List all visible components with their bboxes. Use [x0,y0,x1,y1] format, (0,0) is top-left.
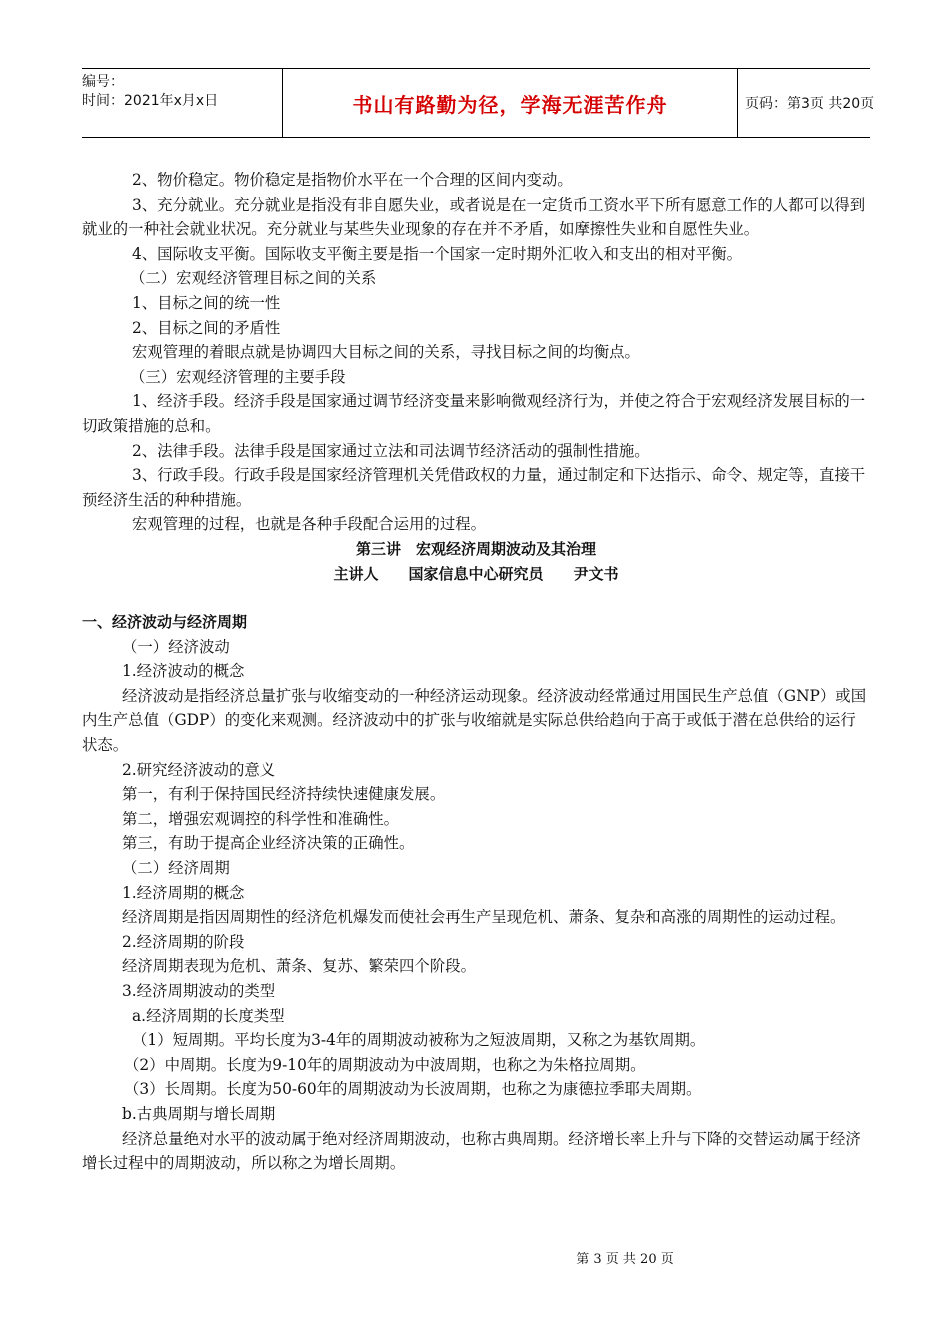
body-paragraph: 2、物价稳定。物价稳定是指物价水平在一个合理的区间内变动。 [132,171,573,189]
body-paragraph: 第三，有助于提高企业经济决策的正确性。 [122,834,415,853]
document-date-label: 时间：2021年x月x日 [82,93,219,109]
body-paragraph: （3）长周期。长度为50-60年的周期波动为长波周期，也称之为康德拉季耶夫周期。 [124,1080,702,1099]
section-heading: 一、经济波动与经济周期 [82,613,248,632]
body-paragraph: 3.经济周期波动的类型 [122,982,276,1000]
body-paragraph: 宏观管理的过程，也就是各种手段配合运用的过程。 [132,515,486,534]
document-number-label: 编号： [82,74,124,90]
header-page-cell [737,69,878,137]
section-title: 第三讲 宏观经济周期波动及其治理 [355,539,596,558]
body-paragraph: （2）中周期。长度为9-10年的周期波动为中波周期，也称之为朱格拉周期。 [124,1055,646,1074]
body-paragraph: 4、国际收支平衡。国际收支平衡主要是指一个国家一定时期外汇收入和支出的相对平衡。 [132,244,743,263]
body-paragraph: a.经济周期的长度类型 [132,1006,285,1025]
body-paragraph: 2、目标之间的矛盾性 [132,318,281,337]
page-footer: 第 3 页 共 20 页 [576,1252,674,1267]
body-paragraph: 经济总量绝对水平的波动属于绝对经济周期波动，也称古典周期。经济增长率上升与下降的交替运动属于经济增长过程中的周期波动，所以称之为增长周期。 [82,1129,861,1173]
body-paragraph: 第二，增强宏观调控的科学性和准确性。 [122,809,400,828]
body-paragraph: 2.经济周期的阶段 [122,932,245,951]
section-title: 主讲人 国家信息中心研究员 尹文书 [333,564,619,583]
body-paragraph: 1.经济波动的概念 [122,662,245,681]
header-left-cell [82,69,282,141]
body-paragraph: （三）宏观经济管理的主要手段 [130,367,346,386]
body-paragraph: 3、行政手段。行政手段是国家经济管理机关凭借政权的力量，通过制定和下达指示、命令、规定等，直接干预经济生活的种种措施。 [82,466,866,509]
body-paragraph: （1）短周期。平均长度为3-4年的周期波动被称为之短波周期，又称之为基钦周期。 [132,1031,706,1050]
header-page-number: 页码：第3页 共20页 [745,96,875,112]
body-paragraph: 2、法律手段。法律手段是国家通过立法和司法调节经济活动的强制性措施。 [132,441,650,460]
body-paragraph: （二）经济周期 [122,859,230,878]
body-paragraph: b.古典周期与增长周期 [122,1104,276,1123]
body-paragraph: （二）宏观经济管理目标之间的关系 [130,269,377,288]
body-paragraph: 经济周期表现为危机、萧条、复苏、繁荣四个阶段。 [122,957,476,976]
header-motto: 书山有路勤为径，学海无涯苦作舟 [352,92,668,117]
body-paragraph: 1.经济周期的概念 [122,883,245,902]
body-paragraph: 经济周期是指因周期性的经济危机爆发而使社会再生产呈现危机、萧条、复杂和高涨的周期性的运动过程。 [122,908,846,927]
body-paragraph: 宏观管理的着眼点就是协调四大目标之间的关系，寻找目标之间的均衡点。 [132,343,640,362]
body-paragraph: 第一，有利于保持国民经济持续快速健康发展。 [122,785,446,804]
body-paragraph: 经济波动是指经济总量扩张与收缩变动的一种经济运动现象。经济波动经常通过用国民生产总值（GNP）或国内生产总值（GDP）的变化来观测。经济波动中的扩张与收缩就是实际总供给趋向于高于或低于潜在总供给的运行状态。 [82,686,867,755]
page-header [82,68,875,138]
body-paragraph: 3、充分就业。充分就业是指没有非自愿失业，或者说是在一定货币工资水平下所有愿意工作的人都可以得到就业的一种社会就业状况。充分就业与某些失业现象的存在并不矛盾，如摩擦性失业和自愿性失业。 [82,195,866,239]
header-motto-cell [282,69,738,137]
body-paragraph: 2.研究经济波动的意义 [122,760,276,779]
body-paragraph: 1、目标之间的统一性 [132,293,281,312]
body-paragraph: 1、经济手段。经济手段是国家通过调节经济变量来影响微观经济行为，并使之符合于宏观经济发展目标的一切政策措施的总和。 [82,392,866,435]
body-paragraph: （一）经济波动 [122,637,230,656]
document-body [82,168,870,1176]
